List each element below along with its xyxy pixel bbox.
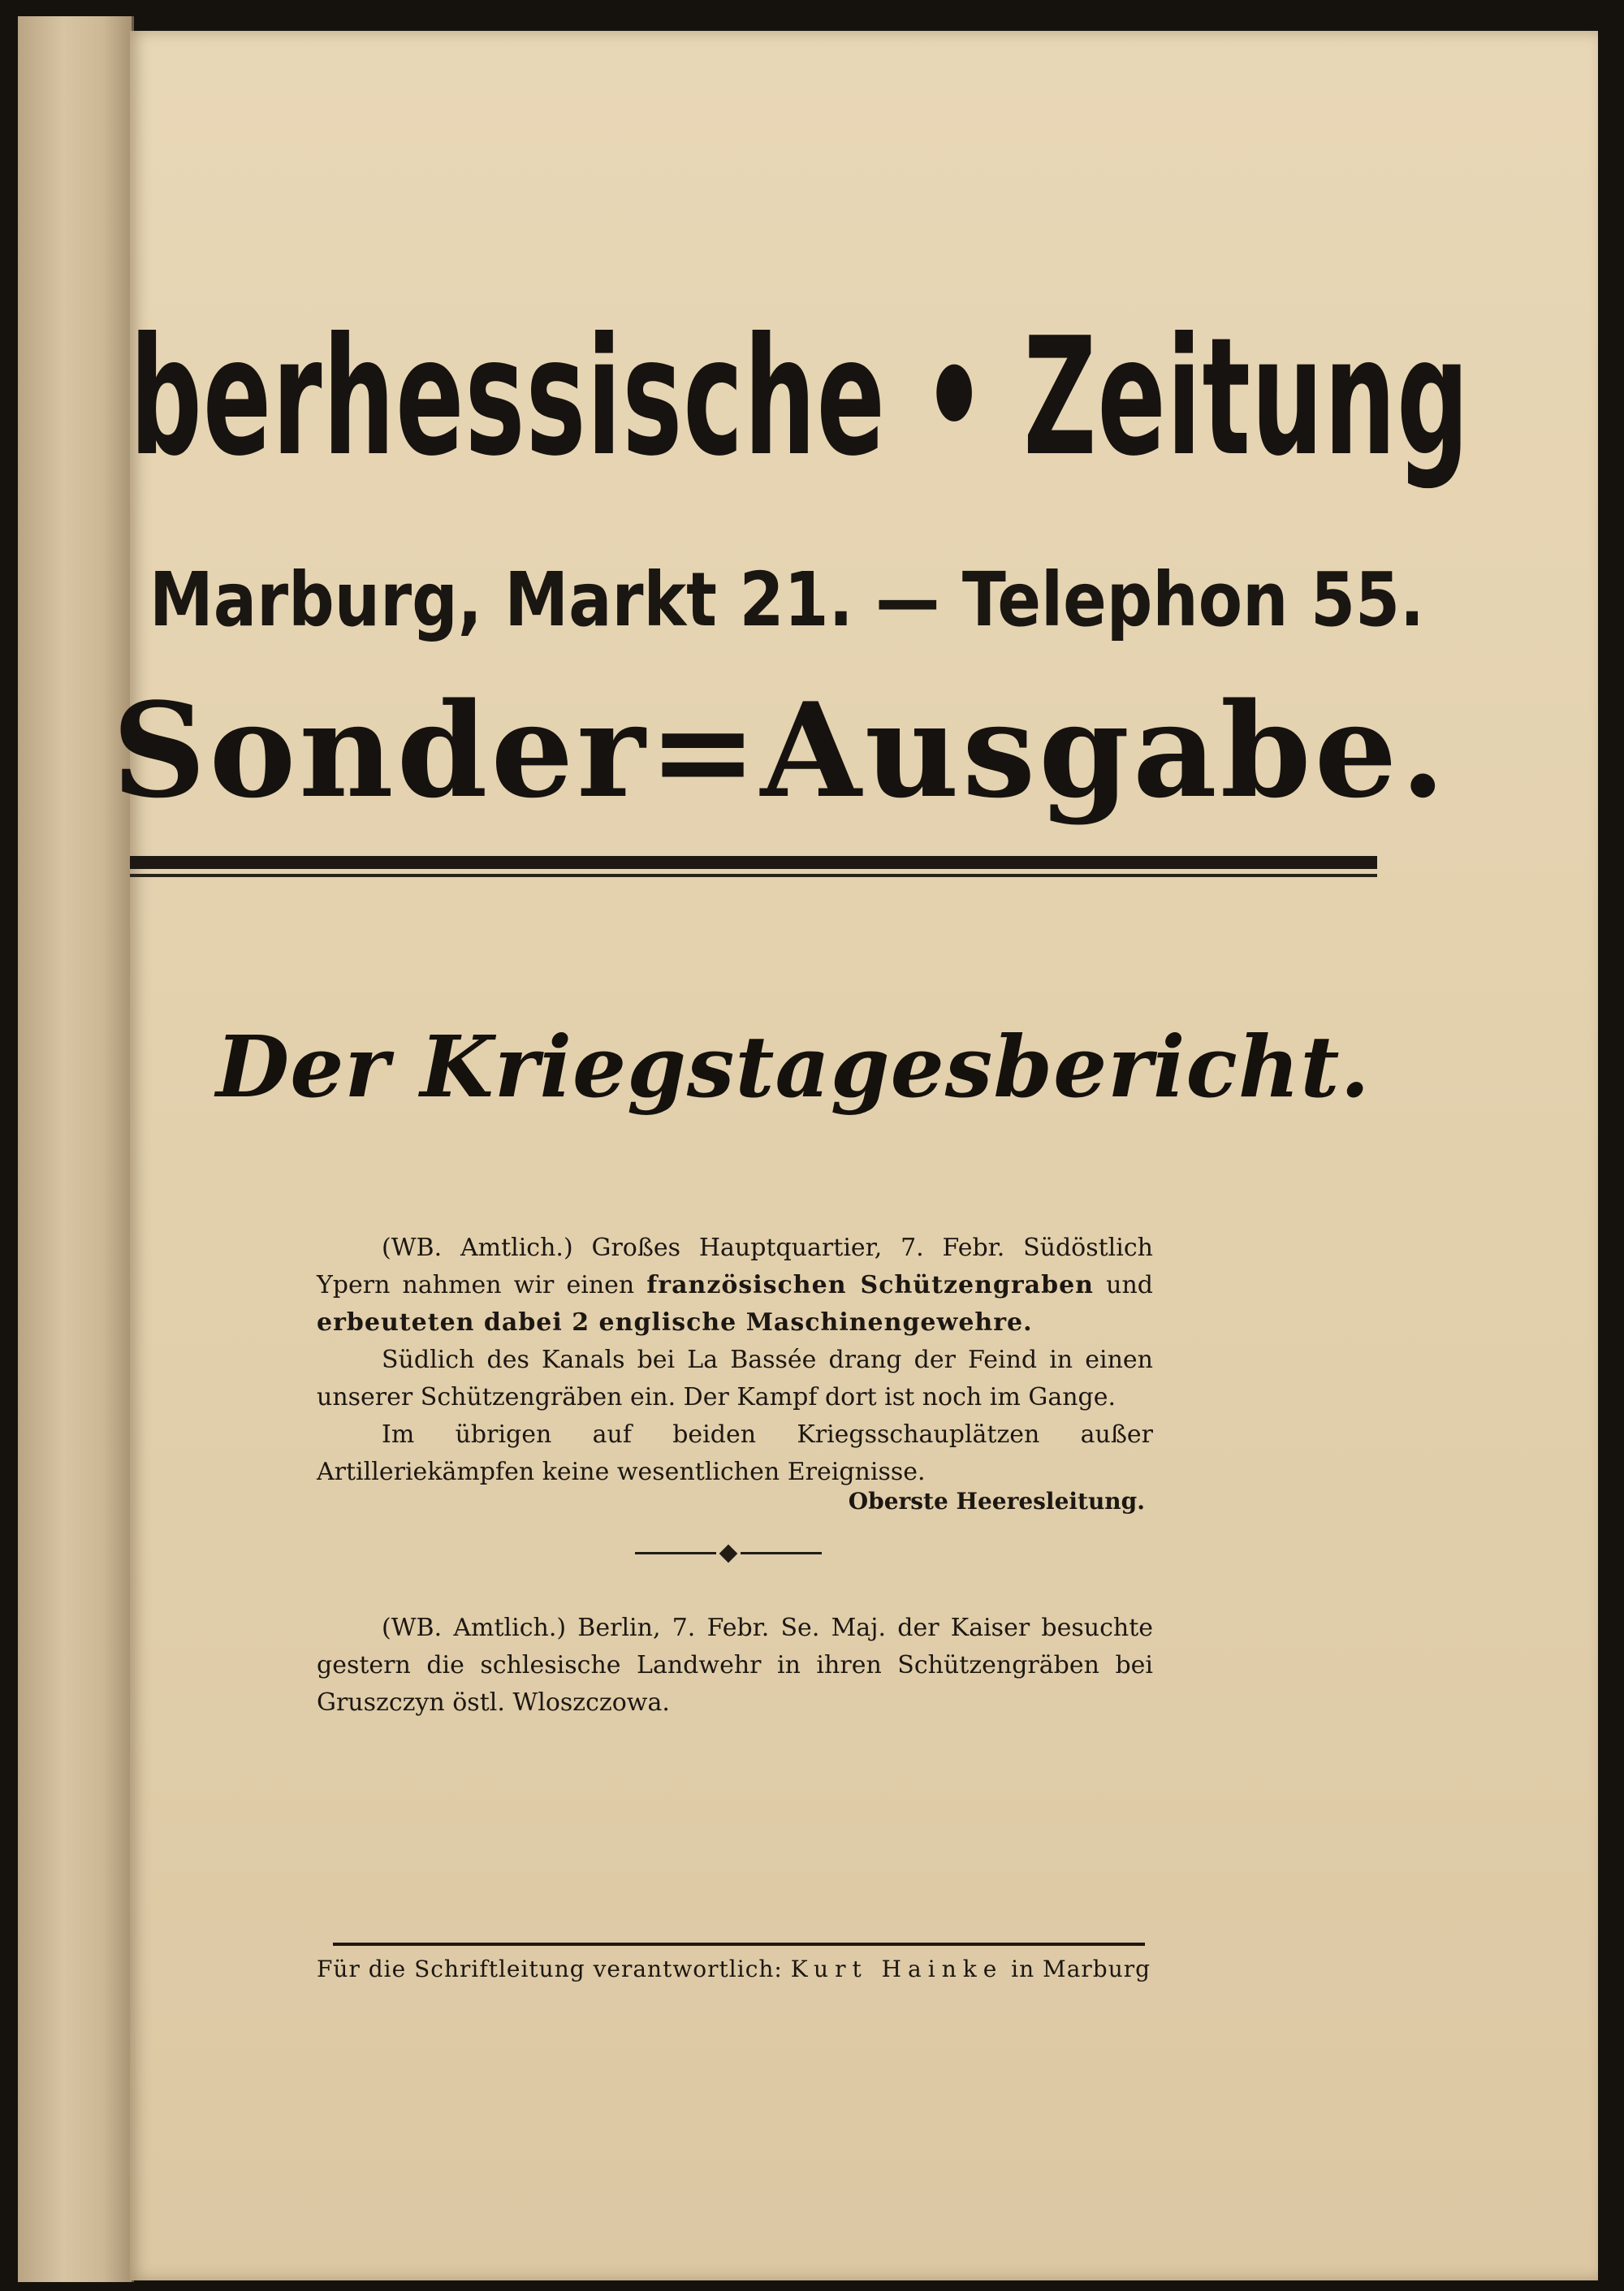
imprint-place: in Marburg [1011,1956,1151,1982]
report-1-lead: (WB. Amtlich.) Großes Hauptquartier, 7. Febr. Südöstlich Ypern nahmen wir einen [317,1234,1153,1299]
imprint-label: Für die Schriftleitung verantwortlich: [317,1956,783,1982]
masthead-rule [130,856,1377,869]
article-headline: Der Kriegstagesbericht. [216,1017,1371,1117]
report-1-signature: Oberste Heeresleitung. [848,1488,1145,1515]
imprint-line [317,1956,1161,1982]
newspaper-page [112,31,1598,2280]
report-1-paragraph-2: Südlich des Kanals bei La Bassée drang der Feind in einen unserer Schützengräben ein. Der Kampf dort ist noch im Gange. [317,1346,1153,1411]
report-1-paragraph-1 [317,1230,1153,1342]
masthead-title: berhessische • Zeitung [130,303,1471,492]
report-2-paragraph: (WB. Amtlich.) Berlin, 7. Febr. Se. Maj. der Kaiser besuchte gestern die schlesische Landwehr in ihren Schützengräben bei Gruszczyn östl. Wloszczowa. [317,1614,1153,1717]
masthead-address: Marburg, Markt 21. — Telephon 55. [149,556,1425,643]
report-1-bold-guns: erbeuteten dabei 2 englische Maschinengewehre. [317,1308,1033,1337]
divider-line-left [635,1552,716,1554]
war-report-1 [317,1230,1153,1491]
report-1-paragraph-3: Im übrigen auf beiden Kriegsschauplätzen außer Artilleriekämpfen keine wesentlichen Ereignisse. [317,1420,1153,1486]
report-1-bold-trench: französischen Schützengraben [646,1271,1094,1299]
report-1-connector: und [1106,1271,1153,1299]
divider-line-right [741,1552,822,1554]
divider-diamond [719,1545,738,1563]
section-divider-ornament [635,1545,822,1561]
footer-rule [333,1943,1145,1946]
edition-title: Sonder=Ausgabe. [112,674,1449,827]
masthead-rule-thin [130,874,1377,877]
war-report-2 [317,1610,1153,1722]
imprint-editor: Kurt Hainke [790,1956,1004,1982]
folded-page-edge [18,16,134,2282]
